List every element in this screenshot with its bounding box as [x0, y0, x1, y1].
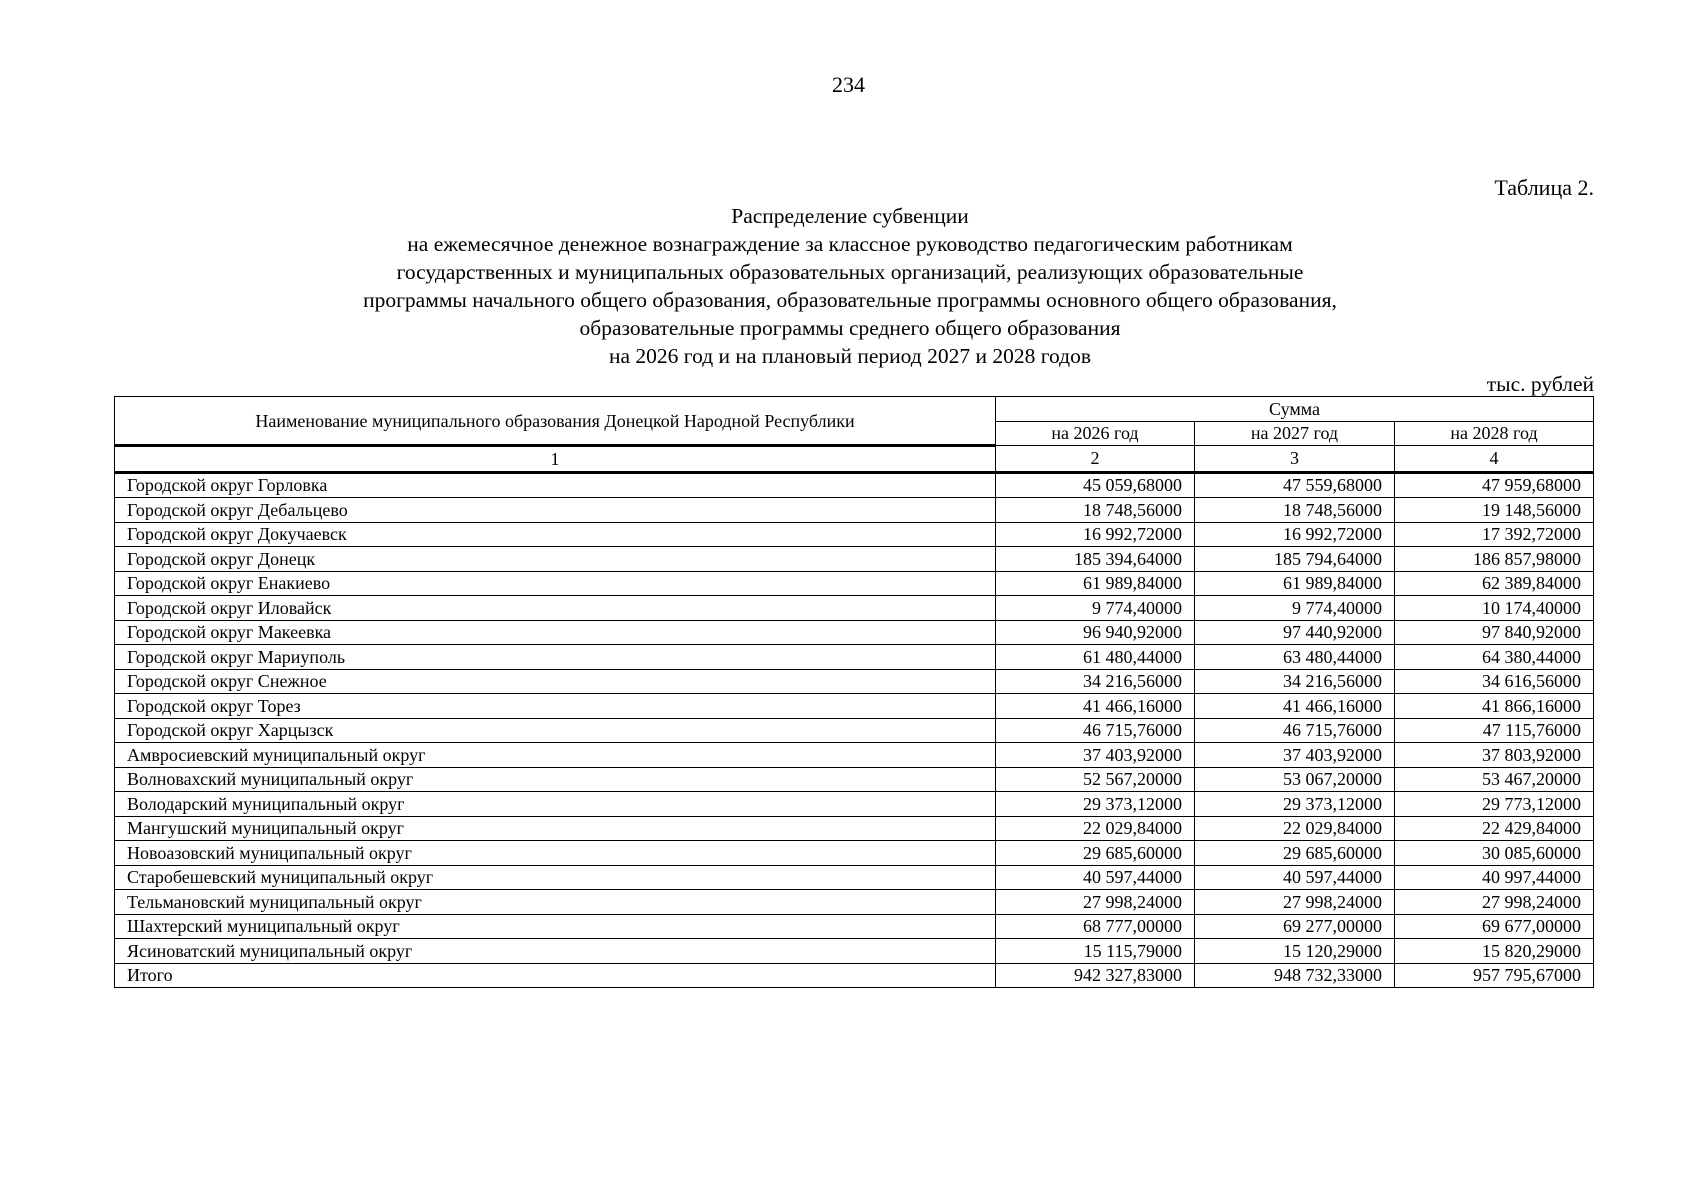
municipality-name: Ясиноватский муниципальный округ	[115, 939, 996, 964]
municipality-name: Городской округ Докучаевск	[115, 522, 996, 547]
amount-2026: 15 115,79000	[996, 939, 1195, 964]
amount-2027: 15 120,29000	[1195, 939, 1395, 964]
table-row	[115, 890, 1594, 915]
amount-2026: 52 567,20000	[996, 767, 1195, 792]
page-number: 234	[832, 72, 865, 97]
title-line: на ежемесячное денежное вознаграждение за классное руководство педагогическим работникам	[407, 232, 1293, 256]
table-row	[115, 645, 1594, 670]
amount-2026: 185 394,64000	[996, 547, 1195, 572]
table-row	[115, 547, 1594, 572]
amount-2028: 10 174,40000	[1395, 596, 1594, 621]
table-row	[115, 718, 1594, 743]
amount-2028: 34 616,56000	[1395, 669, 1594, 694]
municipality-name: Мангушский муниципальный округ	[115, 816, 996, 841]
header-row	[115, 397, 1594, 422]
municipality-name: Новоазовский муниципальный округ	[115, 841, 996, 866]
table-row	[115, 767, 1594, 792]
amount-2028: 53 467,20000	[1395, 767, 1594, 792]
amount-2026: 16 992,72000	[996, 522, 1195, 547]
amount-2028: 62 389,84000	[1395, 571, 1594, 596]
amount-2027: 40 597,44000	[1195, 865, 1395, 890]
municipality-name: Городской округ Донецк	[115, 547, 996, 572]
table-row	[115, 816, 1594, 841]
table-row	[115, 939, 1594, 964]
header-year-2028: на 2028 год	[1395, 421, 1594, 446]
amount-2027: 37 403,92000	[1195, 743, 1395, 768]
amount-2026: 61 480,44000	[996, 645, 1195, 670]
header-municipality: Наименование муниципального образования Донецкой Народной Республики	[115, 397, 996, 446]
amount-2028: 40 997,44000	[1395, 865, 1594, 890]
amount-2028: 29 773,12000	[1395, 792, 1594, 817]
amount-2027: 29 373,12000	[1195, 792, 1395, 817]
table-label: Таблица 2.	[1494, 175, 1594, 200]
column-number-row	[115, 446, 1594, 473]
amount-2026: 9 774,40000	[996, 596, 1195, 621]
table-row	[115, 694, 1594, 719]
header-year-2026: на 2026 год	[996, 421, 1195, 446]
amount-2027: 53 067,20000	[1195, 767, 1395, 792]
table-row	[115, 914, 1594, 939]
amount-2028: 22 429,84000	[1395, 816, 1594, 841]
unit-label: тыс. рублей	[1486, 372, 1594, 396]
table-row	[115, 571, 1594, 596]
amount-2026: 41 466,16000	[996, 694, 1195, 719]
title-line: на 2026 год и на плановый период 2027 и 2028 годов	[609, 344, 1091, 368]
amount-2026: 68 777,00000	[996, 914, 1195, 939]
table-row	[115, 522, 1594, 547]
table-row	[115, 743, 1594, 768]
municipality-name: Амвросиевский муниципальный округ	[115, 743, 996, 768]
municipality-name: Городской округ Дебальцево	[115, 498, 996, 523]
municipality-name: Городской округ Снежное	[115, 669, 996, 694]
municipality-name: Володарский муниципальный округ	[115, 792, 996, 817]
amount-2026: 34 216,56000	[996, 669, 1195, 694]
column-number: 1	[115, 446, 996, 473]
municipality-name: Старобешевский муниципальный округ	[115, 865, 996, 890]
amount-2028: 47 115,76000	[1395, 718, 1594, 743]
municipality-name: Городской округ Харцызск	[115, 718, 996, 743]
municipality-name: Итого	[115, 963, 996, 988]
municipality-name: Городской округ Горловка	[115, 472, 996, 498]
amount-2027: 34 216,56000	[1195, 669, 1395, 694]
title-line: государственных и муниципальных образовательных организаций, реализующих образовательные	[396, 260, 1304, 284]
table-row	[115, 596, 1594, 621]
amount-2026: 45 059,68000	[996, 472, 1195, 498]
table-row	[115, 472, 1594, 498]
amount-2026: 29 685,60000	[996, 841, 1195, 866]
title-line: Распределение субвенции	[731, 204, 969, 228]
municipality-name: Тельмановский муниципальный округ	[115, 890, 996, 915]
title-line: программы начального общего образования, образовательные программы основного общего образования,	[363, 288, 1337, 312]
amount-2026: 27 998,24000	[996, 890, 1195, 915]
amount-2026: 22 029,84000	[996, 816, 1195, 841]
amount-2028: 41 866,16000	[1395, 694, 1594, 719]
amount-2028: 97 840,92000	[1395, 620, 1594, 645]
amount-2027: 63 480,44000	[1195, 645, 1395, 670]
amount-2028: 64 380,44000	[1395, 645, 1594, 670]
amount-2028: 27 998,24000	[1395, 890, 1594, 915]
amount-2027: 41 466,16000	[1195, 694, 1395, 719]
column-number: 2	[996, 446, 1195, 473]
amount-2027: 948 732,33000	[1195, 963, 1395, 988]
amount-2027: 185 794,64000	[1195, 547, 1395, 572]
municipality-name: Городской округ Торез	[115, 694, 996, 719]
municipality-name: Волновахский муниципальный округ	[115, 767, 996, 792]
table-title	[200, 202, 1500, 370]
amount-2026: 96 940,92000	[996, 620, 1195, 645]
amount-2026: 29 373,12000	[996, 792, 1195, 817]
table-row	[115, 620, 1594, 645]
amount-2028: 69 677,00000	[1395, 914, 1594, 939]
amount-2026: 37 403,92000	[996, 743, 1195, 768]
amount-2026: 61 989,84000	[996, 571, 1195, 596]
amount-2028: 957 795,67000	[1395, 963, 1594, 988]
amount-2028: 37 803,92000	[1395, 743, 1594, 768]
amount-2027: 69 277,00000	[1195, 914, 1395, 939]
amount-2027: 61 989,84000	[1195, 571, 1395, 596]
amount-2028: 15 820,29000	[1395, 939, 1594, 964]
amount-2027: 46 715,76000	[1195, 718, 1395, 743]
amount-2026: 18 748,56000	[996, 498, 1195, 523]
amount-2028: 30 085,60000	[1395, 841, 1594, 866]
municipality-name: Шахтерский муниципальный округ	[115, 914, 996, 939]
header-year-2027: на 2027 год	[1195, 421, 1395, 446]
amount-2026: 46 715,76000	[996, 718, 1195, 743]
column-number: 3	[1195, 446, 1395, 473]
subvention-table	[114, 396, 1594, 988]
amount-2027: 97 440,92000	[1195, 620, 1395, 645]
amount-2028: 47 959,68000	[1395, 472, 1594, 498]
amount-2028: 186 857,98000	[1395, 547, 1594, 572]
table-row	[115, 792, 1594, 817]
amount-2026: 942 327,83000	[996, 963, 1195, 988]
table-row	[115, 498, 1594, 523]
header-sum: Сумма	[996, 397, 1594, 422]
amount-2027: 9 774,40000	[1195, 596, 1395, 621]
column-number: 4	[1395, 446, 1594, 473]
amount-2027: 16 992,72000	[1195, 522, 1395, 547]
amount-2028: 19 148,56000	[1395, 498, 1594, 523]
amount-2027: 47 559,68000	[1195, 472, 1395, 498]
amount-2027: 22 029,84000	[1195, 816, 1395, 841]
total-row	[115, 963, 1594, 988]
municipality-name: Городской округ Мариуполь	[115, 645, 996, 670]
amount-2028: 17 392,72000	[1395, 522, 1594, 547]
table-row	[115, 841, 1594, 866]
amount-2027: 27 998,24000	[1195, 890, 1395, 915]
amount-2026: 40 597,44000	[996, 865, 1195, 890]
title-line: образовательные программы среднего общего образования	[579, 316, 1121, 340]
amount-2027: 29 685,60000	[1195, 841, 1395, 866]
municipality-name: Городской округ Иловайск	[115, 596, 996, 621]
municipality-name: Городской округ Енакиево	[115, 571, 996, 596]
amount-2027: 18 748,56000	[1195, 498, 1395, 523]
municipality-name: Городской округ Макеевка	[115, 620, 996, 645]
table-row	[115, 865, 1594, 890]
table-row	[115, 669, 1594, 694]
